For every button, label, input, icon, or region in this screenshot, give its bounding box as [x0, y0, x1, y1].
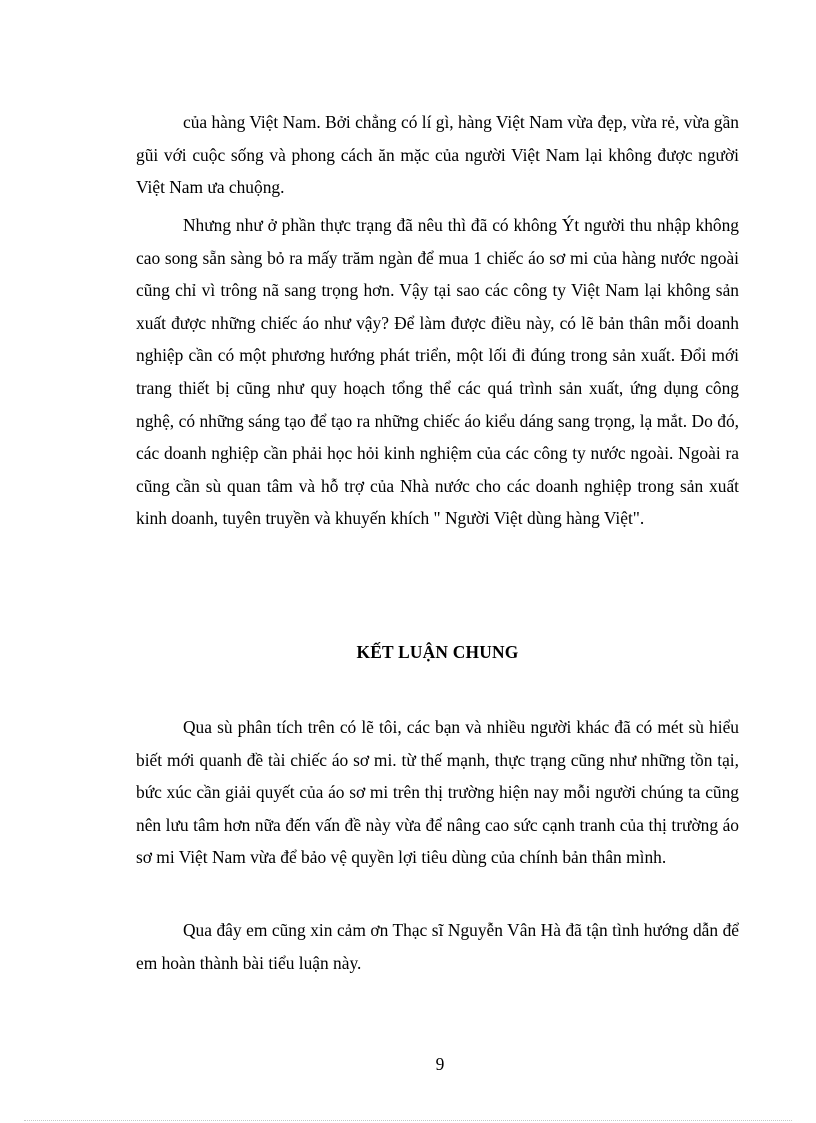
paragraph-thanks — [136, 914, 739, 979]
paragraph-solutions — [136, 209, 739, 535]
paragraph-text: Nhưng như ở phần thực trạng đã nêu thì đã có không Ýt người thu nhập không cao song sẵn sàng bỏ ra mấy trăm ngàn để mua 1 chiếc áo sơ mi của hàng nước ngoài cũng chỉ vì trông nã sang trọng hơn. Vậy tại sao các công ty Việt Nam lại không sản xuất được những chiếc áo như vậy? Để làm được điều này, có lẽ bản thân mỗi doanh nghiệp cần có một phương hướng phát triển, một lối đi đúng trong sản xuất. Đổi mới trang thiết bị cũng như quy hoạch tổng thể các quá trình sản xuất, ứng dụng công nghệ, có những sáng tạo để tạo ra những chiếc áo kiểu dáng sang trọng, lạ mắt. Do đó, các doanh nghiệp cần phải học hỏi kinh nghiệm của các công ty nước ngoài. Ngoài ra cũng cần sù quan tâm và hỗ trợ của Nhà nước cho các doanh nghiệp trong sản xuất kinh doanh, tuyên truyền và khuyến khích " Người Việt dùng hàng Việt". — [136, 215, 739, 529]
paragraph-conclusion — [136, 711, 739, 874]
page-bottom-divider — [24, 1120, 792, 1121]
section-heading: KẾT LUẬN CHUNG — [356, 642, 519, 662]
paragraph-continuation — [136, 106, 739, 204]
page-number: 9 — [435, 1054, 445, 1074]
paragraph-text: của hàng Việt Nam. Bởi chẳng có lí gì, hàng Việt Nam vừa đẹp, vừa rẻ, vừa gần gũi với cuộc sống và phong cách ăn mặc của người Việt Nam lại không được người Việt Nam ưa chuộng. — [136, 112, 739, 198]
paragraph-text: Qua sù phân tích trên có lẽ tôi, các bạn và nhiều người khác đã có mét sù hiểu biết mới quanh đề tài chiếc áo sơ mi. từ thế mạnh, thực trạng cũng như những tồn tại, bức xúc cần giải quyết của áo sơ mi trên thị trường hiện nay mỗi người chúng ta cũng nên lưu tâm hơn nữa đến vấn đề này vừa để nâng cao sức cạnh tranh của thị trường áo sơ mi Việt Nam vừa để bảo vệ quyền lợi tiêu dùng của chính bản thân mình. — [136, 717, 739, 868]
paragraph-text: Qua đây em cũng xin cảm ơn Thạc sĩ Nguyễn Vân Hà đã tận tình hướng dẫn để em hoàn thành bài tiểu luận này. — [136, 920, 739, 973]
